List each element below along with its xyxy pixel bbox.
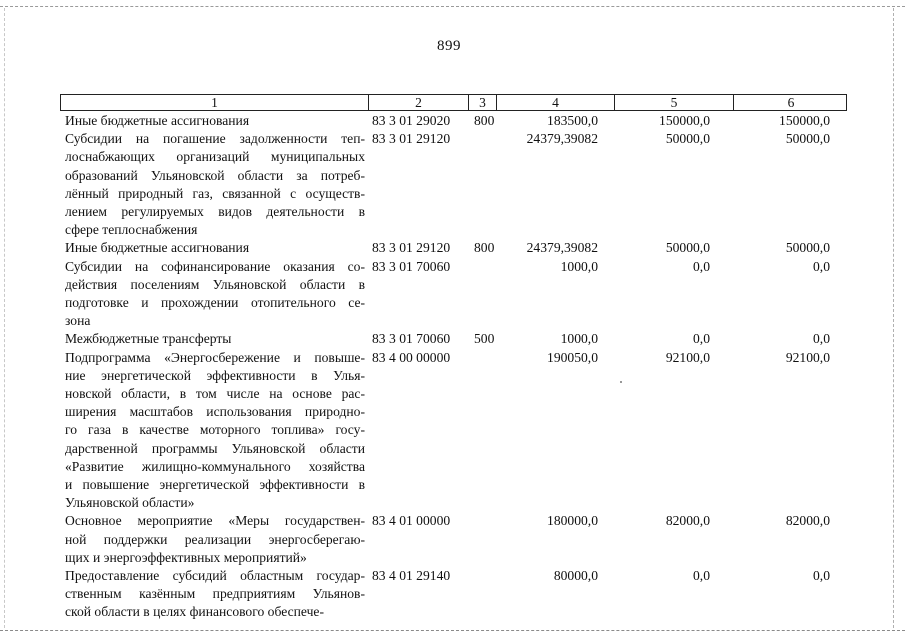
row-value-col6: 82000,0 [785,513,830,529]
row-name-line: лением регулируемых видов деятельности в [65,204,365,219]
row-name-line: подготовке и прохождении отопительного се- [65,295,365,310]
row-value-col4: 1000,0 [560,258,598,274]
table-header-row [60,94,847,111]
scan-edge-left [4,8,5,628]
row-value-col4: 190050,0 [547,349,598,365]
row-name [65,567,365,622]
row-name [65,258,365,331]
row-name-line: лённый природный газ, связанной с осуществ- [65,185,365,201]
row-name-line: щих и энергоэффективных мероприятий» [65,549,307,565]
row-value-col4: 183500,0 [547,113,598,128]
row-name-line: ской области в целях финансового обеспече- [65,604,324,620]
row-name-line: новской области, в том числе на основе рас- [65,386,365,401]
row-name [65,349,365,513]
row-value-col5: 0,0 [693,568,710,583]
row-value-col6: 0,0 [813,258,830,274]
row-name-line: дарственной программы Ульяновской области [65,440,365,456]
row-name-line: ширения масштабов использования природно- [65,404,365,420]
row-name-line: Ульяновской области» [65,495,195,511]
row-code: 83 3 01 29020 [372,113,451,128]
header-col-1: 1 [211,95,218,110]
row-name-line: Предоставление субсидий областным государ- [65,568,365,583]
row-value-col5: 82000,0 [665,513,710,529]
row-name [65,130,365,239]
row-value-col5: 150000,0 [659,113,710,128]
row-value-col4: 180000,0 [547,513,598,529]
page-number: 899 [437,38,461,54]
row-value-col6: 50000,0 [785,131,830,147]
row-expense-type: 800 [474,113,495,128]
row-value-col6: 150000,0 [779,113,830,128]
row-name [65,112,365,130]
scan-speck [620,381,622,383]
row-value-col6: 50000,0 [785,240,830,256]
row-value-col5: 0,0 [693,258,710,274]
row-expense-type: 500 [474,331,495,347]
row-value-col4: 24379,39082 [526,240,598,256]
row-name-line: ние энергетической эффективности в Улья- [65,367,365,383]
header-col-5: 5 [614,95,733,110]
row-value-col6: 0,0 [813,568,830,583]
row-expense-type: 800 [474,240,495,256]
row-name-line: ной поддержки реализации энергосберегаю- [65,531,365,547]
row-value-col5: 0,0 [693,331,710,347]
scan-edge-right [893,8,894,628]
row-name-line: образований Ульяновской области за потреб- [65,167,365,183]
row-value-col4: 1000,0 [560,331,598,347]
row-name-line: го газа в качестве моторного топлива» госу- [65,422,365,438]
row-code: 83 3 01 70060 [372,258,451,274]
row-name [65,239,365,257]
row-name-line: Подпрограмма «Энергосбережение и повыше- [65,349,365,365]
scan-edge-top [0,6,905,7]
row-value-col4: 80000,0 [553,568,598,583]
header-col-6: 6 [733,95,848,110]
row-name-line: Субсидии на софинансирование оказания со- [65,258,365,274]
row-name-line: Основное мероприятие «Меры государствен- [65,513,365,529]
row-name-line: ственным казённым предприятиям Ульянов- [65,586,365,602]
row-code: 83 3 01 29120 [372,240,451,256]
row-name-line: сфере теплоснабжения [65,222,198,238]
row-name-line: Иные бюджетные ассигнования [65,240,250,256]
row-name-line: и повышение энергетической эффективности в [65,477,365,493]
header-col-3: 3 [468,95,496,110]
row-name-line: «Развитие жилищно-коммунального хозяйства [65,458,365,474]
row-name-line: зона [65,313,91,329]
row-value-col6: 0,0 [813,331,830,347]
row-code: 83 4 00 00000 [372,349,451,365]
row-code: 83 3 01 29120 [372,131,451,147]
row-name [65,330,365,348]
row-name-line: лоснабжающих организаций муниципальных [65,149,365,165]
row-code: 83 3 01 70060 [372,331,451,347]
row-code: 83 4 01 29140 [372,568,451,583]
row-value-col5: 50000,0 [665,240,710,256]
row-value-col5: 92100,0 [665,349,710,365]
row-name-line: Межбюджетные трансферты [65,331,232,347]
row-value-col4: 24379,39082 [526,131,598,147]
row-name-line: действия поселениям Ульяновской области в [65,276,365,292]
row-code: 83 4 01 00000 [372,513,451,529]
row-value-col5: 50000,0 [665,131,710,147]
row-name-line: Иные бюджетные ассигнования [65,113,250,128]
row-value-col6: 92100,0 [785,349,830,365]
header-col-2: 2 [368,95,468,110]
header-col-4: 4 [496,95,614,110]
row-name-line: Субсидии на погашение задолженности теп- [65,131,365,147]
scan-edge-bottom [0,630,905,631]
row-name [65,512,365,567]
